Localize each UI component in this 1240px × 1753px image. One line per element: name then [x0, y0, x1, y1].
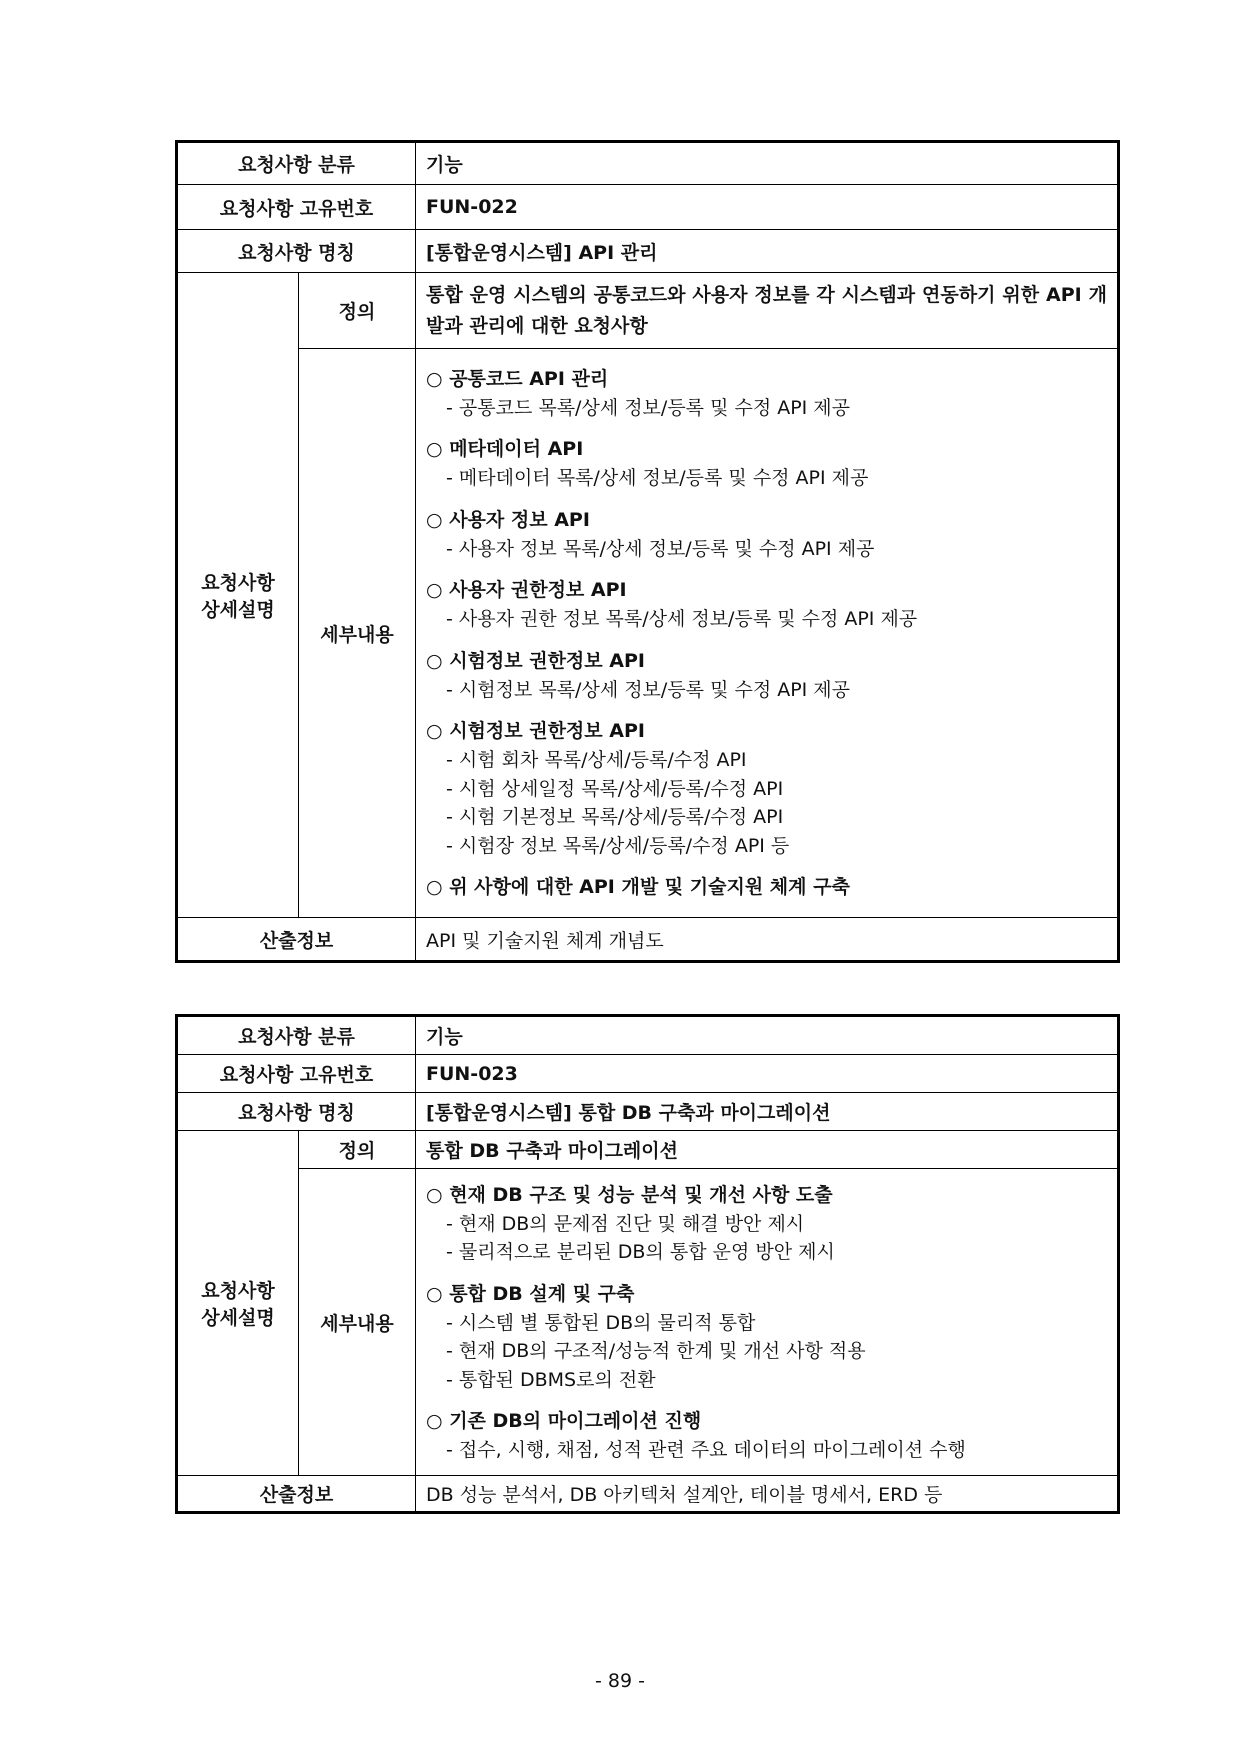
label-details: 세부내용	[299, 1169, 416, 1476]
detail-item: - 접수, 시행, 채점, 성적 관련 주요 데이터의 마이그레이션 수행	[446, 1439, 966, 1461]
requirement-table-fun-022	[175, 140, 1120, 963]
label-definition: 정의	[299, 273, 416, 349]
detail-section-title: ○ 현재 DB 구조 및 성능 분석 및 개선 사항 도출	[426, 1183, 833, 1206]
detail-section	[426, 716, 1107, 860]
details-content	[416, 1169, 1119, 1476]
value-id: FUN-022	[416, 185, 1119, 230]
label-category: 요청사항 분류	[177, 142, 416, 185]
detail-section-title: ○ 사용자 권한정보 API	[426, 579, 627, 602]
value-category: 기능	[416, 1016, 1119, 1055]
label-id: 요청사항 고유번호	[177, 1055, 416, 1093]
label-name: 요청사항 명칭	[177, 1093, 416, 1131]
label-detail-line1: 요청사항	[201, 1280, 275, 1302]
detail-section-title: ○ 기존 DB의 마이그레이션 진행	[426, 1410, 702, 1432]
value-name: [통합운영시스템] 통합 DB 구축과 마이그레이션	[416, 1093, 1119, 1131]
detail-section-title: ○ 시험정보 권한정보 API	[426, 649, 645, 672]
detail-section	[426, 1279, 1107, 1395]
value-definition: 통합 운영 시스템의 공통코드와 사용자 정보를 각 시스템과 연동하기 위한 API 개발과 관리에 대한 요청사항	[416, 273, 1119, 349]
details-content	[416, 349, 1119, 918]
detail-item: - 시험 회차 목록/상세/등록/수정 API	[446, 749, 747, 772]
detail-section	[426, 646, 1107, 705]
detail-item: - 시스템 별 통합된 DB의 물리적 통합	[446, 1311, 756, 1334]
value-id: FUN-023	[416, 1055, 1119, 1093]
detail-item: - 시험 상세일정 목록/상세/등록/수정 API	[446, 777, 784, 800]
detail-section	[426, 575, 1107, 634]
label-detail-line2: 상세설명	[201, 1307, 275, 1329]
label-details: 세부내용	[299, 349, 416, 918]
detail-item: - 사용자 정보 목록/상세 정보/등록 및 수정 API 제공	[446, 537, 875, 560]
label-name: 요청사항 명칭	[177, 230, 416, 273]
value-output: DB 성능 분석서, DB 아키텍처 설계안, 테이블 명세서, ERD 등	[416, 1476, 1119, 1513]
label-definition: 정의	[299, 1131, 416, 1169]
label-output: 산출정보	[177, 1476, 416, 1513]
label-category: 요청사항 분류	[177, 1016, 416, 1055]
detail-section	[426, 505, 1107, 564]
detail-section-title: ○ 공통코드 API 관리	[426, 367, 609, 390]
detail-item: - 통합된 DBMS로의 전환	[446, 1368, 656, 1391]
detail-section	[426, 364, 1107, 423]
detail-item: - 시험정보 목록/상세 정보/등록 및 수정 API 제공	[446, 678, 851, 701]
detail-section	[426, 1406, 1107, 1465]
detail-section-title: ○ 시험정보 권한정보 API	[426, 720, 645, 743]
detail-item: - 현재 DB의 구조적/성능적 한계 및 개선 사항 적용	[446, 1340, 866, 1362]
detail-item: - 공통코드 목록/상세 정보/등록 및 수정 API 제공	[446, 396, 851, 419]
detail-section	[426, 434, 1107, 493]
value-category: 기능	[416, 142, 1119, 185]
label-detail	[177, 273, 299, 918]
label-output: 산출정보	[177, 918, 416, 962]
value-name: [통합운영시스템] API 관리	[416, 230, 1119, 273]
label-detail	[177, 1131, 299, 1476]
page-number: - 89 -	[595, 1670, 645, 1692]
requirement-table-fun-023	[175, 1014, 1120, 1514]
detail-section	[426, 1180, 1107, 1267]
detail-item: - 현재 DB의 문제점 진단 및 해결 방안 제시	[446, 1212, 805, 1235]
detail-section	[426, 872, 1107, 902]
label-detail-line2: 상세설명	[201, 599, 275, 621]
detail-item: - 메타데이터 목록/상세 정보/등록 및 수정 API 제공	[446, 467, 869, 490]
value-definition: 통합 DB 구축과 마이그레이션	[416, 1131, 1119, 1169]
detail-item: - 물리적으로 분리된 DB의 통합 운영 방안 제시	[446, 1241, 835, 1263]
label-detail-line1: 요청사항	[201, 572, 275, 594]
detail-section-title: ○ 사용자 정보 API	[426, 508, 590, 531]
detail-item: - 사용자 권한 정보 목록/상세 정보/등록 및 수정 API 제공	[446, 608, 918, 631]
detail-section-title: ○ 통합 DB 설계 및 구축	[426, 1282, 635, 1305]
value-output: API 및 기술지원 체계 개념도	[416, 918, 1119, 962]
detail-item: - 시험 기본정보 목록/상세/등록/수정 API	[446, 806, 784, 829]
detail-item: - 시험장 정보 목록/상세/등록/수정 API 등	[446, 834, 790, 857]
label-id: 요청사항 고유번호	[177, 185, 416, 230]
detail-section-title: ○ 위 사항에 대한 API 개발 및 기술지원 체계 구축	[426, 876, 850, 899]
detail-section-title: ○ 메타데이터 API	[426, 438, 584, 461]
